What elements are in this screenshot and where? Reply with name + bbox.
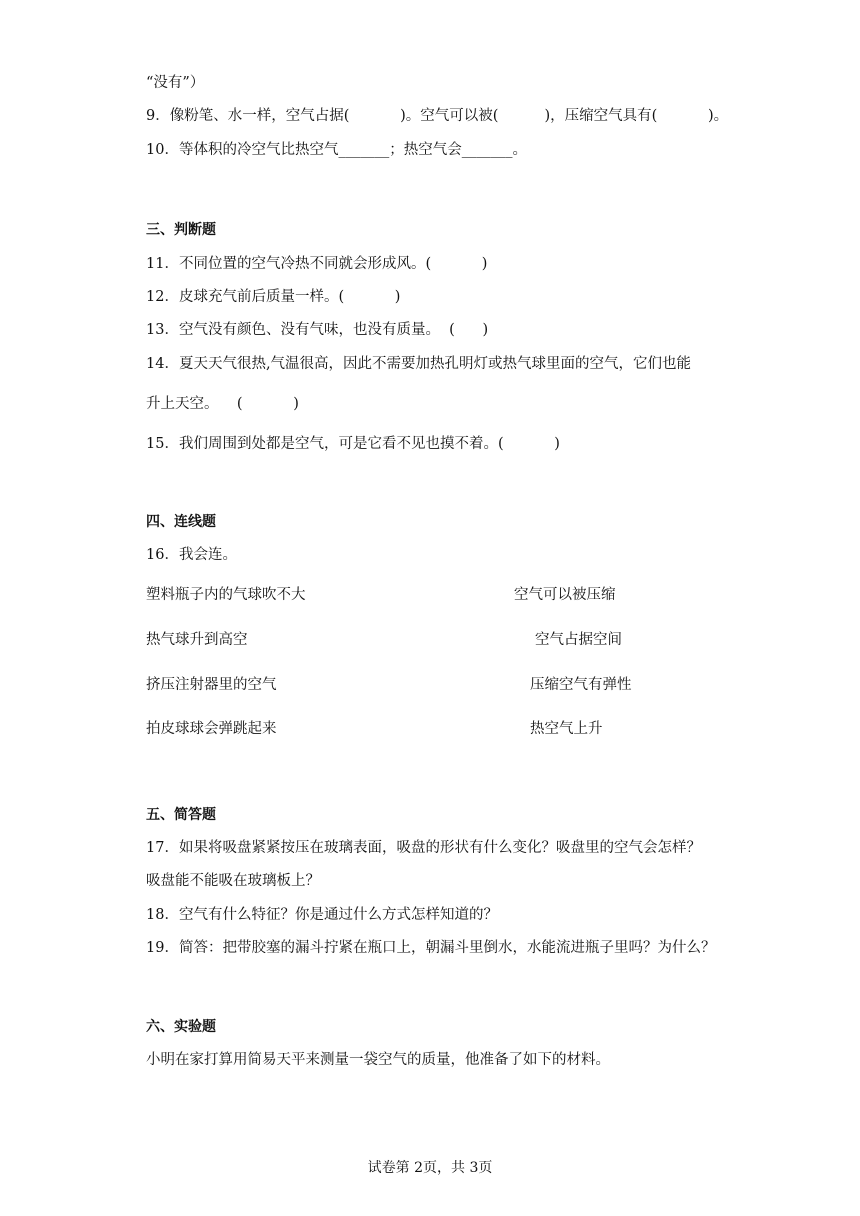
- question-12: 12．皮球充气前后质量一样。( ): [146, 289, 401, 305]
- fill-blank-continuation: “没有”）: [146, 75, 205, 91]
- section-3-title: 三、判断题: [146, 222, 216, 238]
- section-5-title: 五、简答题: [146, 807, 216, 823]
- question-14-line-2: 升上天空。 ( ): [146, 396, 299, 412]
- question-18: 18．空气有什么特征？你是通过什么方式怎样知道的？: [146, 907, 498, 923]
- match-left-item: 拍皮球球会弹跳起来: [146, 721, 277, 737]
- page-footer: 试卷第 2页，共 3页: [367, 1160, 493, 1176]
- question-17-line-1: 17．如果将吸盘紧紧按压在玻璃表面，吸盘的形状有什么变化？吸盘里的空气会怎样？: [146, 840, 701, 856]
- question-17-line-2: 吸盘能不能吸在玻璃板上？: [146, 873, 320, 889]
- experiment-intro: 小明在家打算用简易天平来测量一袋空气的质量，他准备了如下的材料。: [146, 1052, 610, 1068]
- question-16: 16．我会连。: [146, 547, 237, 563]
- match-right-item: 空气可以被压缩: [514, 587, 616, 603]
- match-right-item: 压缩空气有弹性: [530, 677, 632, 693]
- match-left-item: 挤压注射器里的空气: [146, 677, 277, 693]
- question-15: 15．我们周围到处都是空气，可是它看不见也摸不着。( ): [146, 436, 560, 452]
- match-right-item: 空气占据空间: [535, 632, 622, 648]
- question-10: 10．等体积的冷空气比热空气_______；热空气会_______。: [146, 142, 527, 158]
- question-19: 19．简答：把带胶塞的漏斗拧紧在瓶口上，朝漏斗里倒水，水能流进瓶子里吗？为什么？: [146, 940, 716, 956]
- question-11: 11．不同位置的空气冷热不同就会形成风。( ): [146, 256, 488, 272]
- question-9: 9．像粉笔、水一样，空气占据( )。空气可以被( )，压缩空气具有( )。: [146, 108, 729, 124]
- match-left-item: 塑料瓶子内的气球吹不大: [146, 587, 306, 603]
- match-right-item: 热空气上升: [530, 721, 603, 737]
- question-14-line-1: 14．夏天天气很热,气温很高，因此不需要加热孔明灯或热气球里面的空气，它们也能: [146, 356, 692, 372]
- section-4-title: 四、连线题: [146, 514, 216, 530]
- match-left-item: 热气球升到高空: [146, 632, 248, 648]
- section-6-title: 六、实验题: [146, 1019, 216, 1035]
- question-13: 13．空气没有颜色、没有气味，也没有质量。 ( ): [146, 322, 489, 338]
